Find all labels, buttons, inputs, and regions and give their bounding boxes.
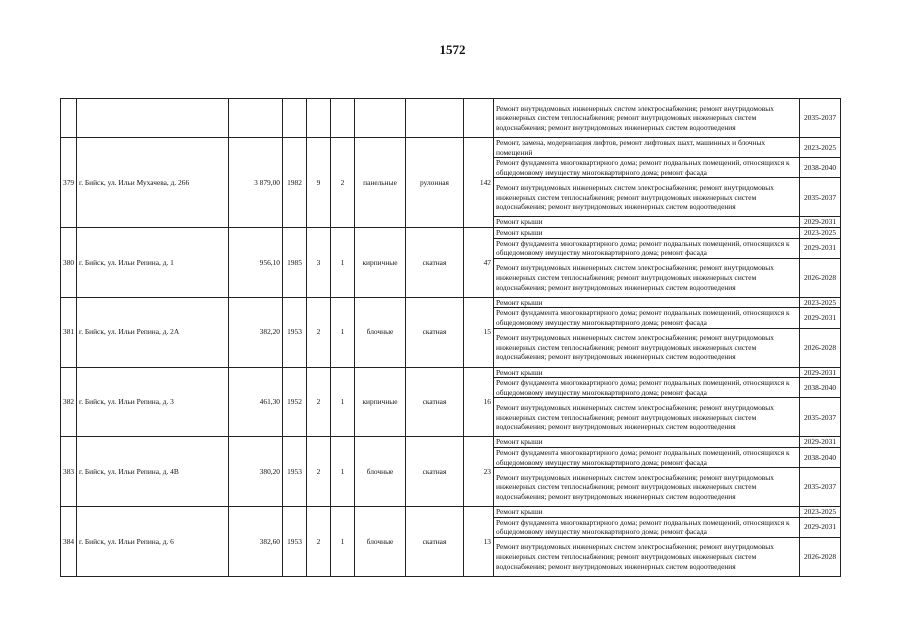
roof-type-cell: скатная xyxy=(406,367,464,437)
floors-cell: 2 xyxy=(307,437,331,507)
year-cell: 1953 xyxy=(283,437,307,507)
period-cell: 2038-2040 xyxy=(800,447,841,467)
row-number: 380 xyxy=(61,227,77,297)
empty-cell xyxy=(331,99,355,138)
wall-material-cell: панельные xyxy=(355,138,406,228)
year-cell: 1982 xyxy=(283,138,307,228)
address-cell: г. Бийск, ул. Ильи Мухачева, д. 266 xyxy=(77,138,229,228)
period-cell: 2038-2040 xyxy=(800,378,841,398)
year-cell: 1985 xyxy=(283,227,307,297)
work-cell: Ремонт внутридомовых инженерных систем электроснабжения; ремонт внутридомовых инженерных систем теплоснабжения; ремонт внутридомовых инженерных систем водоснабжения; ремонт внутридомовых инженерных систем водоотведения xyxy=(494,398,800,437)
work-cell: Ремонт внутридомовых инженерных систем электроснабжения; ремонт внутридомовых инженерных систем теплоснабжения; ремонт внутридомовых инженерных систем водоснабжения; ремонт внутридомовых инженерных систем водоотведения xyxy=(494,328,800,367)
table-row xyxy=(61,367,841,378)
address-cell: г. Бийск, ул. Ильи Репина, д. 6 xyxy=(77,507,229,577)
residents-cell: 13 xyxy=(464,507,494,577)
table-row xyxy=(61,297,841,308)
work-cell: Ремонт фундамента многоквартирного дома; ремонт подвальных помещений, относящихся к общедомовому имуществу многоквартирного дома; ремонт фасада xyxy=(494,378,800,398)
period-cell: 2035-2037 xyxy=(800,99,841,138)
period-cell: 2038-2040 xyxy=(800,158,841,178)
empty-cell xyxy=(229,99,283,138)
row-number: 381 xyxy=(61,297,77,367)
period-cell: 2029-2031 xyxy=(800,437,841,448)
work-cell: Ремонт, замена, модернизация лифтов, ремонт лифтовых шахт, машинных и блочных помещений xyxy=(494,138,800,158)
period-cell: 2035-2037 xyxy=(800,468,841,507)
work-cell: Ремонт внутридомовых инженерных систем электроснабжения; ремонт внутридомовых инженерных систем теплоснабжения; ремонт внутридомовых инженерных систем водоснабжения; ремонт внутридомовых инженерных систем водоотведения xyxy=(494,178,800,217)
table-row xyxy=(61,227,841,238)
period-cell: 2026-2028 xyxy=(800,537,841,576)
residents-cell: 47 xyxy=(464,227,494,297)
work-cell: Ремонт крыши xyxy=(494,297,800,308)
period-cell: 2029-2031 xyxy=(800,367,841,378)
period-cell: 2029-2031 xyxy=(800,517,841,537)
period-cell: 2029-2031 xyxy=(800,238,841,258)
wall-material-cell: блочные xyxy=(355,297,406,367)
area-cell: 382,20 xyxy=(229,297,283,367)
entrances-cell: 1 xyxy=(331,507,355,577)
entrances-cell: 1 xyxy=(331,367,355,437)
empty-cell xyxy=(406,99,464,138)
area-cell: 380,20 xyxy=(229,437,283,507)
area-cell: 382,60 xyxy=(229,507,283,577)
work-cell: Ремонт крыши xyxy=(494,217,800,228)
work-cell: Ремонт фундамента многоквартирного дома; ремонт подвальных помещений, относящихся к общедомовому имуществу многоквартирного дома; ремонт фасада xyxy=(494,517,800,537)
roof-type-cell: рулонная xyxy=(406,138,464,228)
empty-cell xyxy=(61,99,77,138)
empty-cell xyxy=(77,99,229,138)
wall-material-cell: кирпичные xyxy=(355,367,406,437)
entrances-cell: 1 xyxy=(331,227,355,297)
period-cell: 2029-2031 xyxy=(800,308,841,328)
table-row xyxy=(61,437,841,448)
floors-cell: 2 xyxy=(307,367,331,437)
work-cell: Ремонт внутридомовых инженерных систем электроснабжения; ремонт внутридомовых инженерных систем теплоснабжения; ремонт внутридомовых инженерных систем водоснабжения; ремонт внутридомовых инженерных систем водоотведения xyxy=(494,99,800,138)
work-cell: Ремонт крыши xyxy=(494,507,800,518)
roof-type-cell: скатная xyxy=(406,507,464,577)
empty-cell xyxy=(464,99,494,138)
row-number: 383 xyxy=(61,437,77,507)
period-cell: 2023-2025 xyxy=(800,507,841,518)
work-cell: Ремонт фундамента многоквартирного дома; ремонт подвальных помещений, относящихся к общедомовому имуществу многоквартирного дома; ремонт фасада xyxy=(494,308,800,328)
floors-cell: 2 xyxy=(307,507,331,577)
row-number: 382 xyxy=(61,367,77,437)
residents-cell: 23 xyxy=(464,437,494,507)
period-cell: 2023-2025 xyxy=(800,227,841,238)
address-cell: г. Бийск, ул. Ильи Репина, д. 1 xyxy=(77,227,229,297)
area-cell: 956,10 xyxy=(229,227,283,297)
period-cell: 2026-2028 xyxy=(800,258,841,297)
table-row xyxy=(61,507,841,518)
floors-cell: 9 xyxy=(307,138,331,228)
area-cell: 3 879,00 xyxy=(229,138,283,228)
wall-material-cell: блочные xyxy=(355,437,406,507)
row-number: 379 xyxy=(61,138,77,228)
work-cell: Ремонт фундамента многоквартирного дома; ремонт подвальных помещений, относящихся к общедомовому имуществу многоквартирного дома; ремонт фасада xyxy=(494,238,800,258)
work-cell: Ремонт внутридомовых инженерных систем электроснабжения; ремонт внутридомовых инженерных систем теплоснабжения; ремонт внутридомовых инженерных систем водоснабжения; ремонт внутридомовых инженерных систем водоотведения xyxy=(494,258,800,297)
work-cell: Ремонт фундамента многоквартирного дома; ремонт подвальных помещений, относящихся к общедомовому имуществу многоквартирного дома; ремонт фасада xyxy=(494,447,800,467)
work-cell: Ремонт крыши xyxy=(494,437,800,448)
empty-cell xyxy=(283,99,307,138)
entrances-cell: 2 xyxy=(331,138,355,228)
period-cell: 2023-2025 xyxy=(800,138,841,158)
housing-repair-table xyxy=(60,98,841,577)
wall-material-cell: кирпичные xyxy=(355,227,406,297)
row-number: 384 xyxy=(61,507,77,577)
floors-cell: 3 xyxy=(307,227,331,297)
work-cell: Ремонт крыши xyxy=(494,367,800,378)
residents-cell: 142 xyxy=(464,138,494,228)
residents-cell: 16 xyxy=(464,367,494,437)
period-cell: 2026-2028 xyxy=(800,328,841,367)
period-cell: 2035-2037 xyxy=(800,178,841,217)
table-row xyxy=(61,99,841,138)
residents-cell: 15 xyxy=(464,297,494,367)
work-cell: Ремонт внутридомовых инженерных систем электроснабжения; ремонт внутридомовых инженерных систем теплоснабжения; ремонт внутридомовых инженерных систем водоснабжения; ремонт внутридомовых инженерных систем водоотведения xyxy=(494,537,800,576)
roof-type-cell: скатная xyxy=(406,437,464,507)
page-number: 1572 xyxy=(439,42,466,57)
address-cell: г. Бийск, ул. Ильи Репина, д. 4В xyxy=(77,437,229,507)
work-cell: Ремонт фундамента многоквартирного дома; ремонт подвальных помещений, относящихся к общедомовому имуществу многоквартирного дома; ремонт фасада xyxy=(494,158,800,178)
period-cell: 2023-2025 xyxy=(800,297,841,308)
address-cell: г. Бийск, ул. Ильи Репина, д. 3 xyxy=(77,367,229,437)
roof-type-cell: скатная xyxy=(406,297,464,367)
year-cell: 1953 xyxy=(283,507,307,577)
empty-cell xyxy=(307,99,331,138)
empty-cell xyxy=(355,99,406,138)
entrances-cell: 1 xyxy=(331,297,355,367)
wall-material-cell: блочные xyxy=(355,507,406,577)
year-cell: 1953 xyxy=(283,297,307,367)
period-cell: 2035-2037 xyxy=(800,398,841,437)
area-cell: 461,30 xyxy=(229,367,283,437)
table-row xyxy=(61,138,841,158)
roof-type-cell: скатная xyxy=(406,227,464,297)
period-cell: 2029-2031 xyxy=(800,217,841,228)
year-cell: 1952 xyxy=(283,367,307,437)
address-cell: г. Бийск, ул. Ильи Репина, д. 2А xyxy=(77,297,229,367)
work-cell: Ремонт крыши xyxy=(494,227,800,238)
work-cell: Ремонт внутридомовых инженерных систем электроснабжения; ремонт внутридомовых инженерных систем теплоснабжения; ремонт внутридомовых инженерных систем водоснабжения; ремонт внутридомовых инженерных систем водоотведения xyxy=(494,468,800,507)
entrances-cell: 1 xyxy=(331,437,355,507)
floors-cell: 2 xyxy=(307,297,331,367)
